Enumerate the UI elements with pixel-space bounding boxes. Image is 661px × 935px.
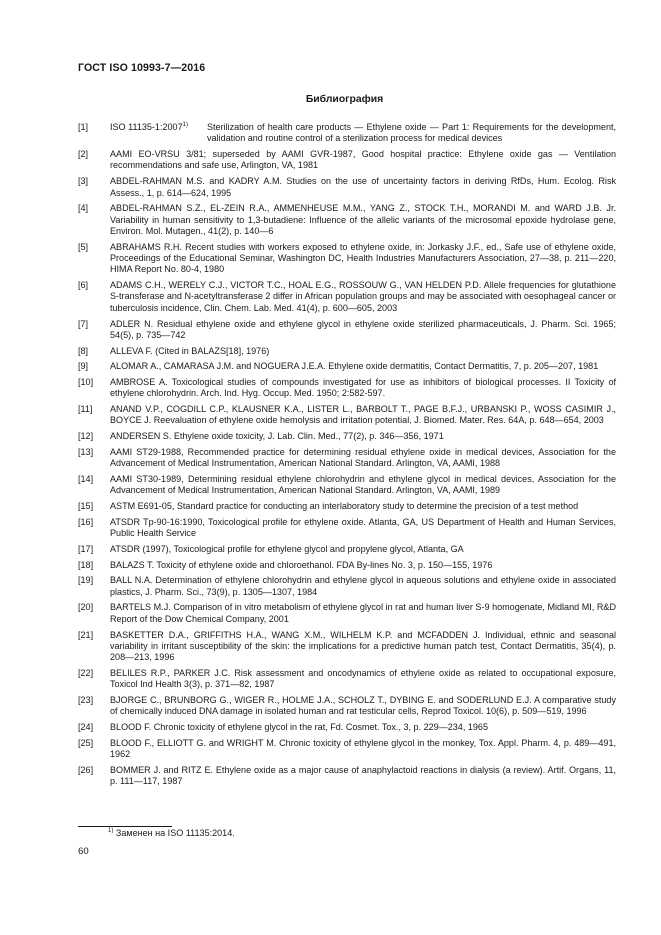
- entry-text: AAMI EO-VRSU 3/81; superseded by AAMI GVR-1987, Good hospital practice: Ethylene oxide gas — Ventilation recommendations and safe use, Arlington, VA, 1981: [110, 149, 616, 171]
- entry-number: [10]: [78, 377, 94, 388]
- bibliography-entry: [78, 668, 616, 691]
- entry-number: [12]: [78, 431, 94, 442]
- entry-number: [16]: [78, 516, 94, 527]
- bibliography-entry: [78, 474, 616, 497]
- entry-text: BOMMER J. and RITZ E. Ethylene oxide as a major cause of anaphylactoid reactions in dialysis (a review). Artif. Organs, 11, p. 111—117, 1987: [110, 764, 616, 787]
- bibliography-entry: [78, 695, 616, 718]
- bibliography-entry: [78, 149, 616, 172]
- bibliography-entry: [78, 280, 616, 314]
- footnote-mark: 1): [182, 121, 188, 128]
- entry-number: [25]: [78, 737, 94, 748]
- footnote-text: Заменен на ISO 11135:2014.: [115, 828, 235, 838]
- entry-text: ALLEVA F. (Cited in BALAZS[18], 1976): [110, 345, 270, 356]
- bibliography-entry: [78, 404, 616, 427]
- entry-number: [8]: [78, 345, 89, 356]
- entry-text: ABRAHAMS R.H. Recent studies with workers exposed to ethylene oxide, in: Jorkasky J.F., ed., Safe use of ethylene oxide, Proceedings of the Educational Seminar, Washington DC, Health Industries Manufacturers Association, 27—38, p. 211—220, HIMA Report No. 80-4, 1980: [110, 241, 616, 275]
- bibliography-entry: [78, 501, 616, 512]
- entry-number: [22]: [78, 667, 94, 678]
- entry-number: [9]: [78, 361, 89, 372]
- bibliography-entry: [78, 176, 616, 199]
- entry-number: [2]: [78, 149, 89, 160]
- entry-number: [11]: [78, 404, 93, 415]
- entry-text: BLOOD F. Chronic toxicity of ethylene glycol in the rat, Fd. Cosmet. Tox., 3, p. 229—234, 1965: [110, 722, 488, 733]
- bibliography-entry: [78, 361, 616, 372]
- entry-number: [26]: [78, 764, 94, 775]
- entry-text: ALOMAR A., CAMARASA J.M. and NOGUERA J.E.A. Ethylene oxide dermatitis, Contact Dermatitis, 7, p. 205—207, 1981: [110, 361, 599, 372]
- entry-number: [15]: [78, 501, 94, 512]
- entry-text: BALL N.A. Determination of ethylene chlorohydrin and ethylene glycol in aqueous solutions and ethylene oxide in associated plastics, J. Pharm. Sci., 73(9), p. 1305—1307, 1984: [110, 575, 616, 597]
- entry-text: ASTM E691-05, Standard practice for conducting an interlaboratory study to determine the precision of a test method: [110, 501, 579, 512]
- entry-number: [4]: [78, 203, 89, 214]
- bibliography-entry: [78, 122, 616, 145]
- entry-text: ANAND V.P., COGDILL C.P., KLAUSNER K.A., LISTER L., BARBOLT T., PAGE B.F.J., URBANSKI P., WOSS CASIMIR J., BOYCE J. Reevaluation of ethylene oxide hemolysis and irritation potential, J. Biomed. Mater. Res. 64A, p. 648—654, 2003: [110, 404, 616, 426]
- entry-text: ATSDR (1997), Toxicological profile for ethylene glycol and propylene glycol, Atlanta, GA: [110, 543, 464, 554]
- entry-text: ATSDR Tp-90-16:1990, Toxicological profile for ethylene oxide. Atlanta, GA, US Department of Health and Human Services, Public Health Service: [110, 516, 616, 539]
- entry-text: BARTELS M.J. Comparison of in vitro metabolism of ethylene glycol in rat and human liver S-9 homogenate, Midland MI, R&D Report of the Dow Chemical Company, 2001: [110, 602, 616, 624]
- entry-number: [23]: [78, 695, 94, 706]
- entry-number: [7]: [78, 318, 89, 329]
- bibliography-entry: [78, 575, 616, 598]
- standard-header: ГОСТ ISO 10993-7—2016: [78, 62, 206, 74]
- entry-text: Sterilization of health care products — Ethylene oxide — Part 1: Requirements for the development, validation and routine control of a sterilization process for medical devices: [207, 122, 616, 144]
- bibliography-entry: [78, 377, 616, 400]
- entry-text: ABDEL-RAHMAN M.S. and KADRY A.M. Studies on the use of uncertainty factors in deriving RfDs, Hum. Ecolog. Risk Assess., 1, p. 614—624, 1995: [110, 176, 616, 198]
- bibliography-entry: [78, 630, 616, 664]
- entry-text: BELILES R.P., PARKER J.C. Risk assessment and oncodynamics of ethylene oxide as related to occupational exposure, Toxicol Ind Health 3(3), p. 371—82, 1987: [110, 667, 616, 690]
- bibliography-entry: [78, 602, 616, 625]
- entry-number: [17]: [78, 543, 94, 554]
- entry-number: [24]: [78, 722, 94, 733]
- footnote-mark: 1): [108, 827, 114, 834]
- footnote-separator: [78, 826, 172, 827]
- entry-number: [18]: [78, 559, 94, 570]
- entry-number: [5]: [78, 241, 89, 252]
- bibliography-entry: [78, 517, 616, 540]
- bibliography-list: [78, 122, 616, 792]
- bibliography-entry: [78, 447, 616, 470]
- bibliography-entry: [78, 722, 616, 733]
- entry-text: BASKETTER D.A., GRIFFITHS H.A., WANG X.M., WILHELM K.P. and MCFADDEN J. Individual, ethnic and seasonal variability in irritant susceptibility of the skin: the implications for a predictive human patch test, Contact Dermatitis, 35(4), p. 208—213, 1996: [110, 629, 616, 663]
- entry-text: ANDERSEN S. Ethylene oxide toxicity, J. Lab. Clin. Med., 77(2), p. 346—356, 1971: [110, 431, 444, 442]
- entry-text: BLOOD F., ELLIOTT G. and WRIGHT M. Chronic toxicity of ethylene glycol in the monkey, Tox. Appl. Pharm. 4, p. 489—491, 1962: [110, 737, 616, 760]
- bibliography-entry: [78, 544, 616, 555]
- bibliography-entry: [78, 765, 616, 788]
- footnote: [108, 828, 235, 838]
- bibliography-title: Библиография: [305, 94, 384, 105]
- entry-number: [13]: [78, 446, 94, 457]
- entry-number: [1]: [78, 122, 89, 132]
- entry-text: BJORGE C., BRUNBORG G., WIGER R., HOLME J.A., SCHOLZ T., DYBING E. and SODERLUND E.J. A comparative study of chemically induced DNA damage in isolated human and rat testicular cells, Reprod Toxicol. 10(6), p. 509—519, 1996: [110, 695, 616, 717]
- bibliography-entry: [78, 242, 616, 276]
- entry-number: [19]: [78, 575, 94, 586]
- entry-number: [14]: [78, 474, 94, 485]
- entry-code: ISO 11135-1:2007$^{1)}$: [110, 121, 188, 132]
- entry-number: [20]: [78, 602, 94, 613]
- bibliography-entry: [78, 560, 616, 571]
- entry-text: ADAMS C.H., WERELY C.J., VICTOR T.C., HOAL E.G., ROSSOUW G., VAN HELDEN P.D. Allele frequencies for glutathione S-transferase and N-acetyltransferase 2 differ in African population groups and may be associated with oesophageal cancer or tuberculosis incidence, Clin. Chem. Lab. Med. 41(4), p. 600—605, 2003: [110, 280, 616, 313]
- entry-text: BALAZS T. Toxicity of ethylene oxide and chloroethanol. FDA By-lines No. 3, p. 150—155, 1976: [110, 559, 493, 570]
- entry-text: ADLER N. Residual ethylene oxide and ethylene glycol in ethylene oxide sterilized pharmaceuticals, J. Pharm. Sci. 1965; 54(5), p. 735—742: [110, 318, 616, 340]
- entry-text: AMBROSE A. Toxicological studies of compounds investigated for use as inhibitors of biological processes. II Toxicity of ethylene chlorohydrin. Arch. Ind. Hyg. Occup. Med. 1950; 2:582-597.: [110, 377, 616, 399]
- bibliography-entry: [78, 738, 616, 761]
- entry-text: AAMI ST29-1988, Recommended practice for determining residual ethylene oxide in medical devices, Association for the Advancement of Medical Instrumentation, American National Standard. Arlington, VA, AAMI, 1988: [110, 446, 616, 469]
- entry-number: [6]: [78, 280, 89, 291]
- entry-number: [3]: [78, 176, 89, 187]
- bibliography-entry: [78, 431, 616, 442]
- bibliography-entry: [78, 319, 616, 342]
- bibliography-entry: [78, 346, 616, 357]
- entry-text: ABDEL-RAHMAN S.Z., EL-ZEIN R.A., AMMENHEUSE M.M., YANG Z., STOCK T.H., MORANDI M. and WARD J.B. Jr. Variability in human sensitivity to 1,3-butadiene: Influence of the allelic variants of the microsomal epoxide hydrolase gene, Environ. Mol. Mutagen., 41(2), p. 140—6: [110, 203, 616, 236]
- entry-text: AAMI ST30-1989, Determining residual ethylene chlorohydrin and ethylene glycol in medical devices, Association for the Advancement of Medical Instrumentation, American National Standard. Arlington, VA, AAMI, 1989: [110, 474, 616, 496]
- bibliography-entry: [78, 203, 616, 237]
- entry-number: [21]: [78, 629, 94, 640]
- page-number: 60: [78, 846, 89, 857]
